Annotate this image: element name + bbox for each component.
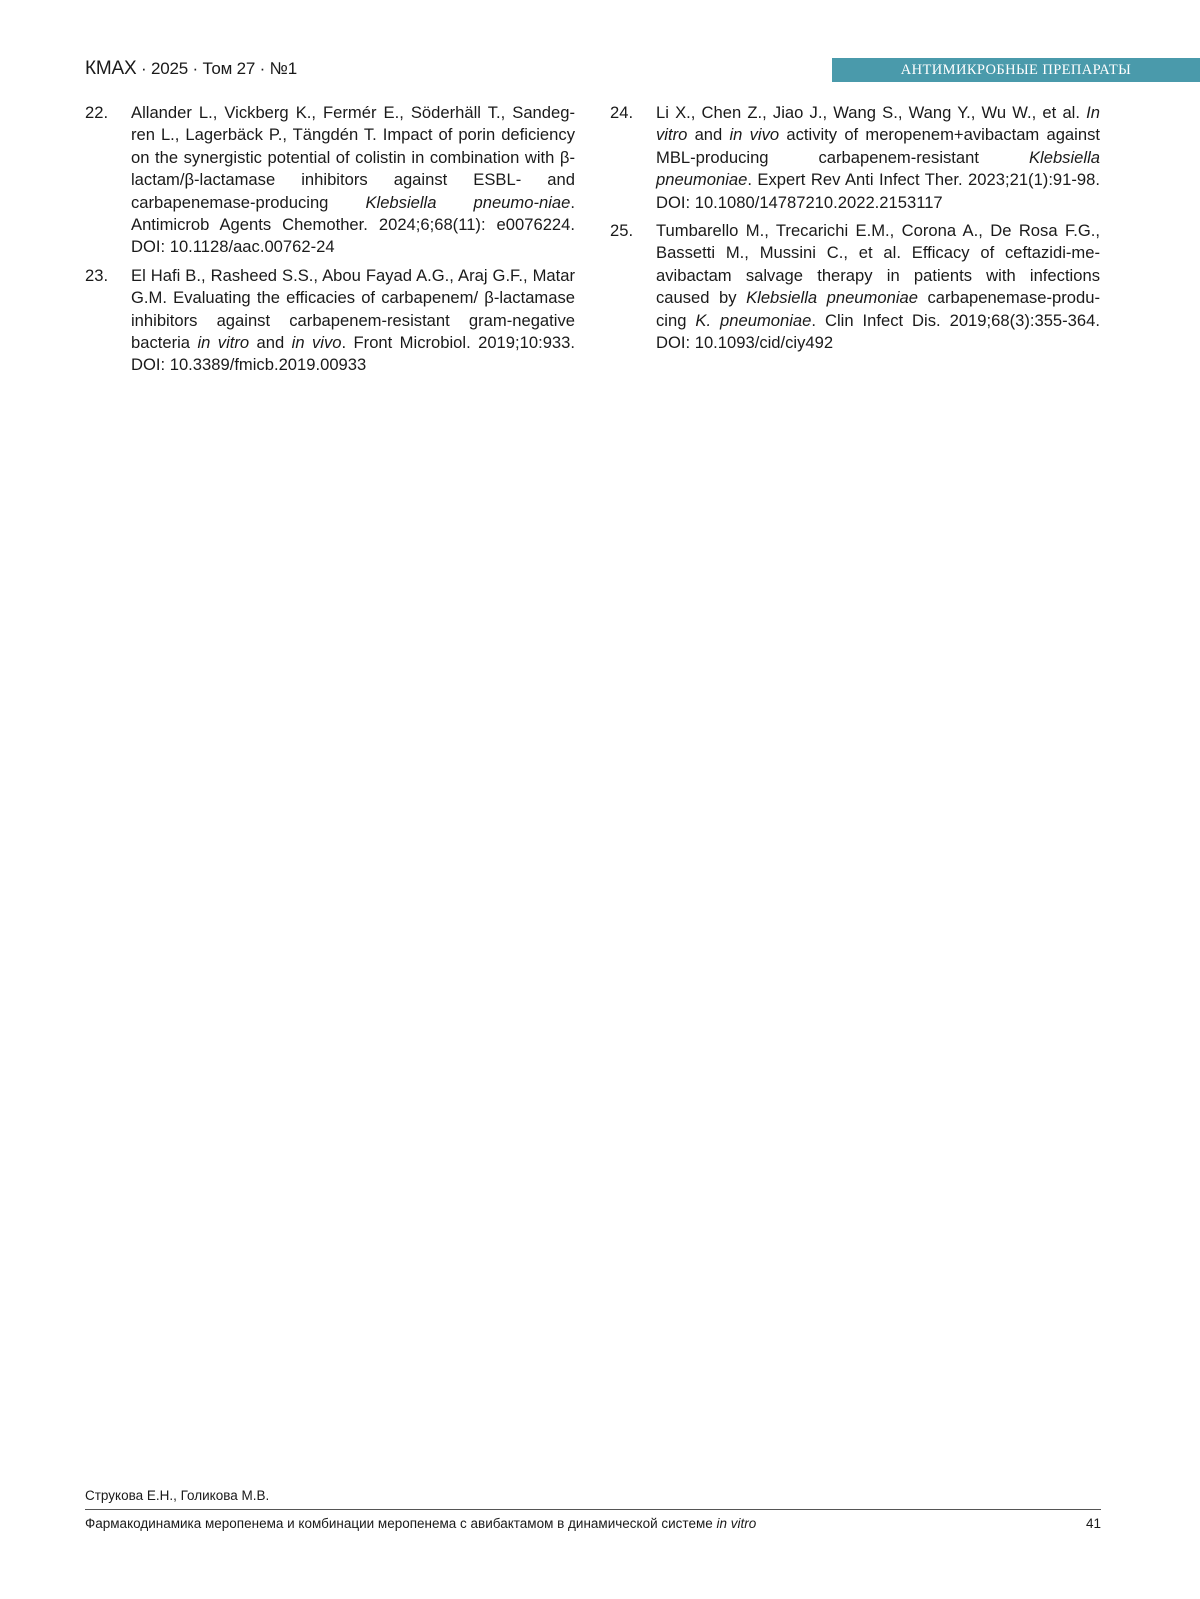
reference-number: 24. — [610, 103, 634, 122]
header-separator: · — [188, 59, 203, 78]
journal-issue: №1 — [269, 59, 297, 78]
italic-term: in vitro — [197, 333, 250, 353]
footer-article-title — [85, 1516, 756, 1531]
species-name: K. pneumoniae — [695, 310, 812, 330]
reference-text: . Expert Rev Anti Infect Ther. 2023;21(1):91-98. DOI: 10.1080/14787210.2022.2153117 — [656, 170, 1100, 212]
journal-name: КМАХ — [85, 58, 137, 79]
reference-text: carbapenemase-produ-cing — [656, 288, 1100, 330]
reference-number: 22. — [85, 103, 109, 122]
article-title-italic: in vitro — [716, 1516, 757, 1531]
reference-text: activity of meropenem+avibactam against MBL-producing carbapenem-resistant — [656, 125, 1100, 167]
reference-item — [85, 265, 575, 377]
section-title: АНТИМИКРОБНЫЕ ПРЕПАРАТЫ — [900, 61, 1132, 78]
reference-number: 25. — [610, 221, 634, 241]
italic-term: in vivo — [291, 333, 342, 353]
reference-item — [610, 102, 1100, 214]
header-separator: · — [136, 59, 151, 78]
italic-term: in vivo — [729, 125, 780, 145]
reference-text: Tumbarello M., Trecarichi E.M., Corona A., De Rosa F.G., Bassetti M., Mussini C., et al. Efficacy of ceftazidi-me-avibactam salvage therapy in patients with infections caused by — [656, 221, 1100, 308]
species-name: Klebsiella pneumo-niae — [365, 192, 571, 212]
reference-item — [85, 102, 575, 259]
journal-year: 2025 — [150, 59, 188, 78]
reference-text: . Antimicrob Agents Chemother. 2024;6;68(11): e0076224. DOI: 10.1128/aac.00762-24 — [131, 192, 575, 257]
page-number: 41 — [1085, 1516, 1101, 1531]
journal-header — [85, 58, 297, 80]
references-column-right — [610, 102, 1100, 360]
header-separator: · — [255, 59, 270, 78]
footer-authors: Струкова Е.Н., Голикова М.В. — [85, 1488, 270, 1503]
reference-text: El Hafi B., Rasheed S.S., Abou Fayad A.G., Araj G.F., Matar G.M. Evaluating the efficacies of carbapenem/ β-lactamase inhibitors against carbapenem-resistant gram-negative bacteria — [131, 265, 575, 353]
article-title-text: Фармакодинамика меропенема и комбинации меропенема с авибактамом в динамической системе — [85, 1516, 717, 1531]
reference-text: Allander L., Vickberg K., Fermér E., Söderhäll T., Sandeg-ren L., Lagerbäck P., Tängdén T. Impact of porin deficiency on the synergistic potential of colistin in combination with β-lactam/β-lactamase inhibitors against ESBL- and carbapenemase-producing — [131, 103, 575, 212]
species-name: Klebsiella pneumoniae — [746, 288, 918, 308]
reference-number: 23. — [85, 265, 109, 285]
journal-volume: Том 27 — [202, 59, 256, 78]
reference-text: and — [249, 333, 292, 353]
footer-divider — [85, 1509, 1101, 1510]
reference-text: . Front Microbiol. 2019;10:933. DOI: 10.3389/fmicb.2019.00933 — [131, 333, 575, 375]
species-name: Klebsiella pneumoniae — [656, 147, 1100, 190]
section-label — [832, 58, 1200, 82]
reference-text: Li X., Chen Z., Jiao J., Wang S., Wang Y., Wu W., et al. — [656, 103, 1087, 122]
reference-text: and — [687, 125, 730, 145]
reference-text: . Clin Infect Dis. 2019;68(3):355-364. DOI: 10.1093/cid/ciy492 — [656, 310, 1100, 353]
references-column-left — [85, 102, 575, 383]
italic-term: In vitro — [656, 103, 1100, 145]
reference-item — [610, 220, 1100, 354]
